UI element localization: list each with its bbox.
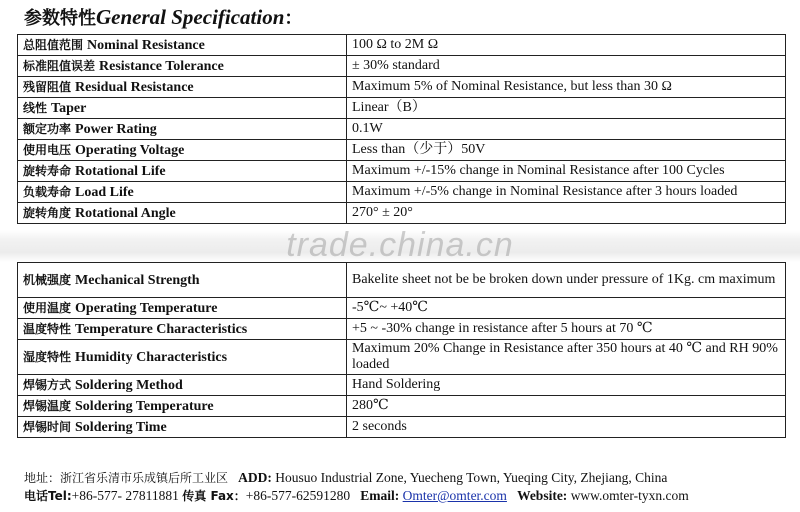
spec-row — [18, 161, 786, 182]
spec-label-cn: 标准阻值误差 — [23, 58, 96, 73]
spec-label-cn: 总阻值范围 — [23, 37, 84, 52]
spec-value: Maximum 20% Change in Resistance after 350 hours at 40 ℃ and RH 90% loaded — [347, 340, 786, 375]
address-en-label: ADD: — [238, 470, 272, 485]
fax-value: +86-577-62591280 — [245, 488, 351, 503]
spec-row — [18, 203, 786, 224]
spec-value: Hand Soldering — [347, 375, 786, 396]
spec-label-en: Load Life — [75, 184, 134, 200]
spec-value: +5 ~ -30% change in resistance after 5 hours at 70 ℃ — [347, 319, 786, 340]
page-title — [24, 2, 302, 32]
title-cn: 参数特性 — [24, 8, 96, 29]
email-link[interactable]: Omter@omter.com — [402, 488, 507, 503]
spec-label-cell — [18, 56, 347, 77]
spec-row — [18, 140, 786, 161]
spec-label-en: Taper — [51, 100, 87, 116]
spec-label-en: Soldering Temperature — [75, 398, 214, 414]
spec-label-cell — [18, 298, 347, 319]
spec-label-en: Operating Temperature — [75, 300, 218, 316]
spec-label-cell — [18, 319, 347, 340]
spec-row — [18, 119, 786, 140]
spec-label-cn: 负载寿命 — [23, 184, 72, 199]
spec-label-cell — [18, 375, 347, 396]
website-value[interactable]: www.omter-tyxn.com — [570, 488, 689, 503]
spec-row — [18, 35, 786, 56]
address-cn-label: 地址： — [24, 471, 61, 485]
website-label: Website: — [517, 488, 568, 503]
spec-table-top — [17, 34, 786, 224]
spec-row — [18, 56, 786, 77]
spec-label-en: Operating Voltage — [75, 142, 185, 158]
fax-label: 传真 Fax： — [182, 489, 246, 503]
spec-value: Less than（少于）50V — [347, 140, 786, 161]
spec-table-bottom — [17, 262, 786, 438]
spec-label-en: Rotational Angle — [75, 205, 176, 221]
spec-value: 280℃ — [347, 396, 786, 417]
spec-row — [18, 417, 786, 438]
spec-value: -5℃~ +40℃ — [347, 298, 786, 319]
spec-row — [18, 263, 786, 298]
spec-label-cn: 温度特性 — [23, 321, 72, 336]
spec-label-cn: 线性 — [23, 100, 48, 115]
watermark: trade.china.cn — [286, 226, 514, 264]
spec-row — [18, 77, 786, 98]
spec-label-cn: 焊锡温度 — [23, 398, 72, 413]
spec-value: Maximum +/-5% change in Nominal Resistance after 3 hours loaded — [347, 182, 786, 203]
spec-value: Maximum +/-15% change in Nominal Resistance after 100 Cycles — [347, 161, 786, 182]
spec-label-cn: 使用温度 — [23, 300, 72, 315]
spec-label-cn: 额定功率 — [23, 121, 72, 136]
spec-row — [18, 319, 786, 340]
spec-label-cell — [18, 35, 347, 56]
spec-value: 0.1W — [347, 119, 786, 140]
spec-label-cell — [18, 396, 347, 417]
spec-label-cn: 旋转角度 — [23, 205, 72, 220]
spec-label-cell — [18, 161, 347, 182]
spec-label-cell — [18, 340, 347, 375]
spec-label-cn: 旋转寿命 — [23, 163, 72, 178]
spec-label-cell — [18, 140, 347, 161]
footer-address-line — [24, 469, 667, 486]
footer-contact-line — [24, 487, 689, 504]
spec-value: 2 seconds — [347, 417, 786, 438]
spec-label-en: Resistance Tolerance — [99, 58, 224, 74]
spec-value: Maximum 5% of Nominal Resistance, but less than 30 Ω — [347, 77, 786, 98]
tel-label: 电话Tel: — [24, 489, 72, 503]
title-colon: ： — [284, 8, 303, 29]
spec-value: 100 Ω to 2M Ω — [347, 35, 786, 56]
spec-label-cn: 湿度特性 — [23, 349, 72, 364]
spec-label-en: Rotational Life — [75, 163, 166, 179]
spec-row — [18, 182, 786, 203]
spec-row — [18, 298, 786, 319]
spec-value: ± 30% standard — [347, 56, 786, 77]
spec-label-en: Residual Resistance — [75, 79, 194, 95]
spec-value: Bakelite sheet not be be broken down under pressure of 1Kg. cm maximum — [347, 263, 786, 298]
spec-label-cn: 残留阻值 — [23, 79, 72, 94]
spec-label-en: Mechanical Strength — [75, 272, 200, 288]
spec-row — [18, 98, 786, 119]
spec-label-cn: 机械强度 — [23, 272, 72, 287]
spec-label-en: Humidity Characteristics — [75, 349, 228, 365]
spec-label-cell — [18, 263, 347, 298]
spec-value: Linear（B） — [347, 98, 786, 119]
spec-label-cell — [18, 417, 347, 438]
spec-label-en: Power Rating — [75, 121, 157, 137]
spec-label-cell — [18, 203, 347, 224]
spec-label-en: Soldering Method — [75, 377, 183, 393]
address-cn: 浙江省乐清市乐成镇后所工业区 — [60, 471, 229, 485]
spec-label-cell — [18, 119, 347, 140]
spec-label-en: Soldering Time — [75, 419, 167, 435]
email-label: Email: — [360, 488, 400, 503]
spec-label-cn: 使用电压 — [23, 142, 72, 157]
spec-label-cell — [18, 98, 347, 119]
spec-row — [18, 396, 786, 417]
title-en: General Specification — [96, 5, 285, 29]
spec-value: 270° ± 20° — [347, 203, 786, 224]
tel-value: +86-577- 27811881 — [71, 488, 179, 503]
spec-row — [18, 375, 786, 396]
spec-label-cn: 焊锡方式 — [23, 377, 72, 392]
spec-label-en: Nominal Resistance — [87, 37, 205, 53]
spec-label-cn: 焊锡时间 — [23, 419, 72, 434]
spec-label-cell — [18, 77, 347, 98]
spec-row — [18, 340, 786, 375]
spec-label-cell — [18, 182, 347, 203]
spec-label-en: Temperature Characteristics — [75, 321, 248, 337]
address-en: Housuo Industrial Zone, Yuecheng Town, Yueqing City, Zhejiang, China — [275, 470, 668, 485]
